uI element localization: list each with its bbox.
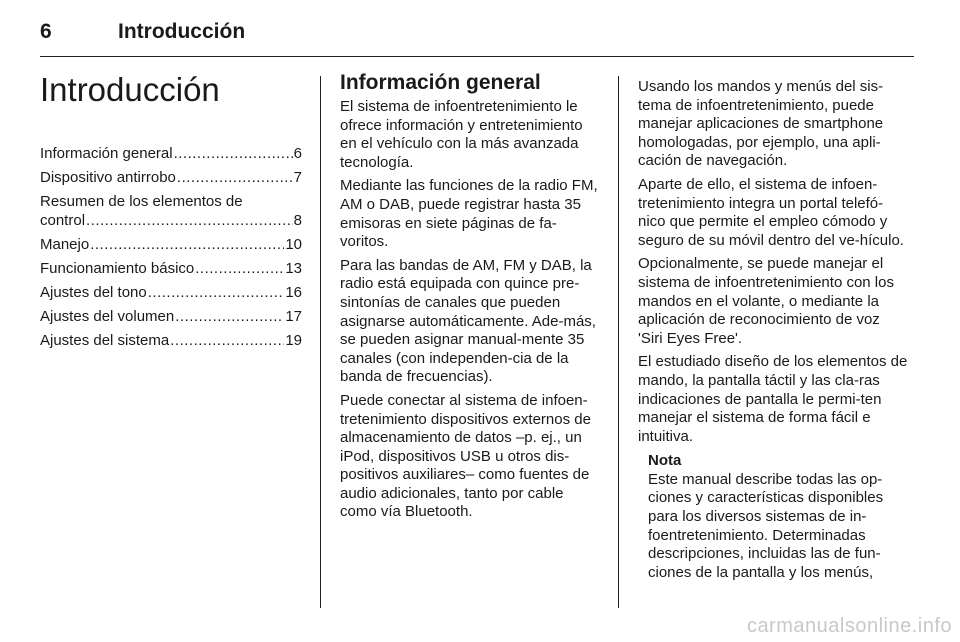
toc-leader (170, 331, 284, 350)
toc-page: 17 (285, 308, 302, 325)
toc-leader (195, 259, 284, 278)
toc-item[interactable]: Dispositivo antirrobo ..... 7 (40, 168, 302, 187)
toc-item[interactable]: Manejo ..... 10 (40, 235, 302, 254)
toc-page: 19 (285, 332, 302, 349)
body-paragraph: Opcionalmente, se puede manejar el sistema de infoentretenimiento con los mandos en el volante, o mediante la aplicación de reconocimiento de voz 'Siri Eyes Free'. (638, 255, 894, 347)
body-paragraph: Aparte de ello, el sistema de infoen-tretenimiento integra un portal telefó-nico que permite el empleo cómodo y seguro de su móvil dentro del ve-hículo. (638, 175, 904, 249)
body-paragraph: El sistema de infoentretenimiento le ofrece información y entretenimiento en el vehículo con la más avanzada tecnología. (340, 98, 583, 171)
toc-leader (86, 211, 293, 230)
toc-item[interactable]: Funcionamiento básico ..... 13 (40, 259, 302, 278)
body-paragraph: Usando los mandos y menús del sis-tema de infoentretenimiento, puede manejar aplicaciones de smartphone homologadas, por ejemplo, una apli-cación de navegación. (638, 78, 884, 170)
running-title: Introducción (118, 20, 246, 43)
column-toc (40, 70, 302, 355)
body-paragraph: El estudiado diseño de los elementos de mando, la pantalla táctil y las cla-ras indicaciones de pantalla le permi-ten manejar el sistema de forma fácil e intuitiva. (638, 353, 908, 445)
note-box (648, 452, 908, 582)
toc-item[interactable]: Resumen de los elementos de control ..... 8 (40, 192, 302, 230)
page-header (40, 16, 914, 57)
toc-page: 6 (293, 145, 302, 162)
table-of-contents (40, 144, 302, 350)
page-number: 6 (40, 20, 52, 43)
note-text: Este manual describe todas las op-ciones y características disponibles para los diversos sistemas de in-foentretenimiento. Determinadas descripciones, incluidas las de fun-ciones de la pantalla y los menús, (648, 470, 884, 581)
section-title: Información general (340, 71, 541, 94)
toc-item[interactable]: Información general ..... 6 (40, 144, 302, 163)
toc-leader (148, 283, 285, 302)
column-divider (618, 76, 619, 608)
toc-page: 13 (285, 260, 302, 277)
toc-item[interactable]: Ajustes del tono ..... 16 (40, 283, 302, 302)
body-paragraph: Mediante las funciones de la radio FM, AM o DAB, puede registrar hasta 35 emisoras en siete páginas de fa-voritos. (340, 177, 598, 251)
toc-item[interactable]: Ajustes del sistema ..... 19 (40, 331, 302, 350)
note-title: Nota (648, 452, 682, 470)
chapter-title: Introducción (40, 71, 220, 108)
toc-leader (177, 168, 293, 187)
toc-page: 7 (293, 169, 302, 186)
column-body-2 (638, 78, 908, 582)
toc-item[interactable]: Ajustes del volumen ..... 17 (40, 307, 302, 326)
toc-leader (175, 307, 284, 326)
toc-leader (174, 144, 293, 163)
toc-page: 10 (285, 236, 302, 253)
toc-page: 16 (285, 284, 302, 301)
body-paragraph: Puede conectar al sistema de infoen-tretenimiento dispositivos externos de almacenamiento de datos –p. ej., un iPod, dispositivos USB u otros dis-positivos auxiliares– como fuentes de audio adicionales, tanto por cable como vía Bluetooth. (340, 391, 591, 521)
toc-page: 8 (293, 212, 302, 229)
body-paragraph: Para las bandas de AM, FM y DAB, la radio está equipada con quince pre-sintonías de canales que pueden asignarse automáticamente. Ade-más, se pueden asignar manual-mente 35 canales (con independen-cia de la banda de frecuencias). (340, 256, 596, 386)
watermark: carmanualsonline.info (746, 615, 952, 637)
toc-item-line1: Resumen de los elementos de (40, 193, 243, 210)
toc-leader (90, 235, 284, 254)
column-divider (320, 76, 321, 608)
column-body-1 (340, 70, 602, 527)
